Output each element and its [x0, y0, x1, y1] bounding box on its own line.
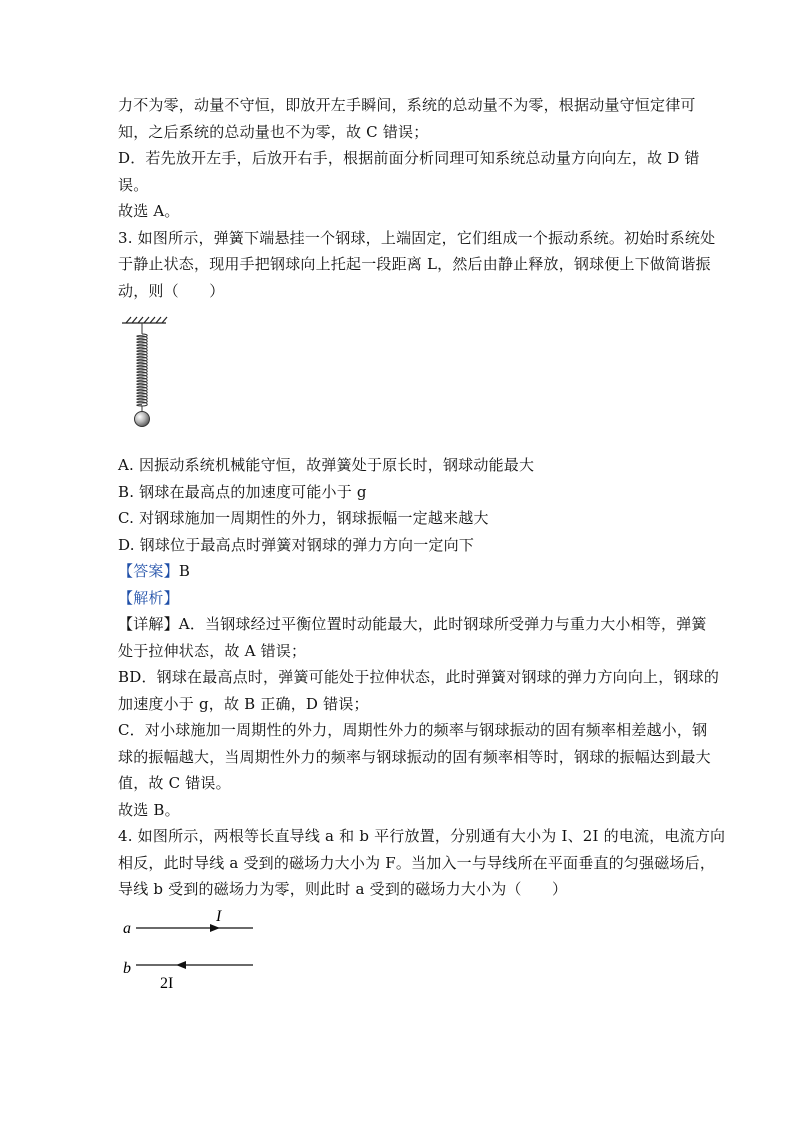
spring-coil	[137, 323, 148, 412]
text-line: 误。	[118, 175, 149, 194]
text-line: 故选 A。	[118, 202, 180, 220]
detail-line: 值，故 C 错误。	[118, 774, 231, 792]
answer-line	[118, 558, 678, 585]
question-3-stem: 3. 如图所示，弹簧下端悬挂一个钢球，上端固定，它们组成一个振动系统。初始时系统处	[118, 228, 716, 247]
question-3-stem: 于静止状态，现用手把钢球向上托起一段距离 L，然后由静止释放，钢球便上下做简谐振	[118, 255, 711, 273]
detail-line: 【详解】A．当钢球经过平衡位置时动能最大，此时钢球所受弹力与重力大小相等，弹簧	[118, 615, 707, 633]
option-b: B. 钢球在最高点的加速度可能小于 g	[118, 482, 367, 501]
spring-figure	[118, 314, 178, 434]
option-a: A. 因振动系统机械能守恒，故弹簧处于原长时，钢球动能最大	[118, 456, 535, 474]
question-4-stem: 4. 如图所示，两根等长直导线 a 和 b 平行放置，分别通有大小为 I、2I 的电流，电流方向	[118, 827, 726, 845]
question-4-stem: 导线 b 受到的磁场力为零，则此时 a 受到的磁场力大小为（ ）	[118, 880, 568, 898]
content	[118, 92, 726, 903]
ceiling-hatch	[122, 317, 167, 323]
question-4-stem: 相反，此时导线 a 受到的磁场力大小为 F。当加入一与导线所在平面垂直的匀强磁场后，	[118, 853, 716, 872]
option-c: C. 对钢球施加一周期性的外力，钢球振幅一定越来越大	[118, 509, 489, 527]
question-3-stem: 动，则（ ）	[118, 281, 225, 300]
current-a-label: I	[216, 908, 222, 925]
arrow-right-icon	[210, 924, 220, 932]
arrow-left-icon	[176, 961, 186, 969]
current-b-label: 2I	[160, 975, 174, 992]
detail-line: 处于拉伸状态，故 A 错误；	[118, 641, 307, 660]
text-line: 力不为零，动量不守恒，即放开左手瞬间，系统的总动量不为零，根据动量守恒定律可	[118, 96, 696, 114]
detail-line: 加速度小于 g，故 B 正确，D 错误；	[118, 694, 369, 713]
wire-a-label: a	[123, 920, 131, 937]
analysis-label: 【解析】	[118, 588, 179, 607]
wires-figure	[118, 905, 278, 995]
detail-line: 球的振幅越大，当周期性外力的频率与钢球振动的固有频率相等时，钢球的振幅达到最大	[118, 747, 711, 766]
option-d: D. 钢球位于最高点时弹簧对钢球的弹力方向一定向下	[118, 535, 475, 554]
answer-label: 【答案】	[118, 562, 179, 580]
text-line: 知，之后系统的总动量也不为零，故 C 错误；	[118, 122, 429, 141]
answer-value: B	[178, 562, 191, 580]
wire-b-label: b	[123, 960, 131, 977]
text-line: D．若先放开左手，后放开右手，根据前面分析同理可知系统总动量方向向左，故 D 错	[118, 149, 700, 167]
figure-spacer	[118, 304, 678, 452]
detail-line: 故选 B。	[118, 800, 180, 819]
steel-ball	[135, 412, 150, 427]
detail-line: C．对小球施加一周期性的外力，周期性外力的频率与钢球振动的固有频率相差越小，钢	[118, 721, 708, 739]
detail-line: BD．钢球在最高点时，弹簧可能处于拉伸状态，此时弹簧对钢球的弹力方向向上，钢球的	[118, 668, 720, 686]
